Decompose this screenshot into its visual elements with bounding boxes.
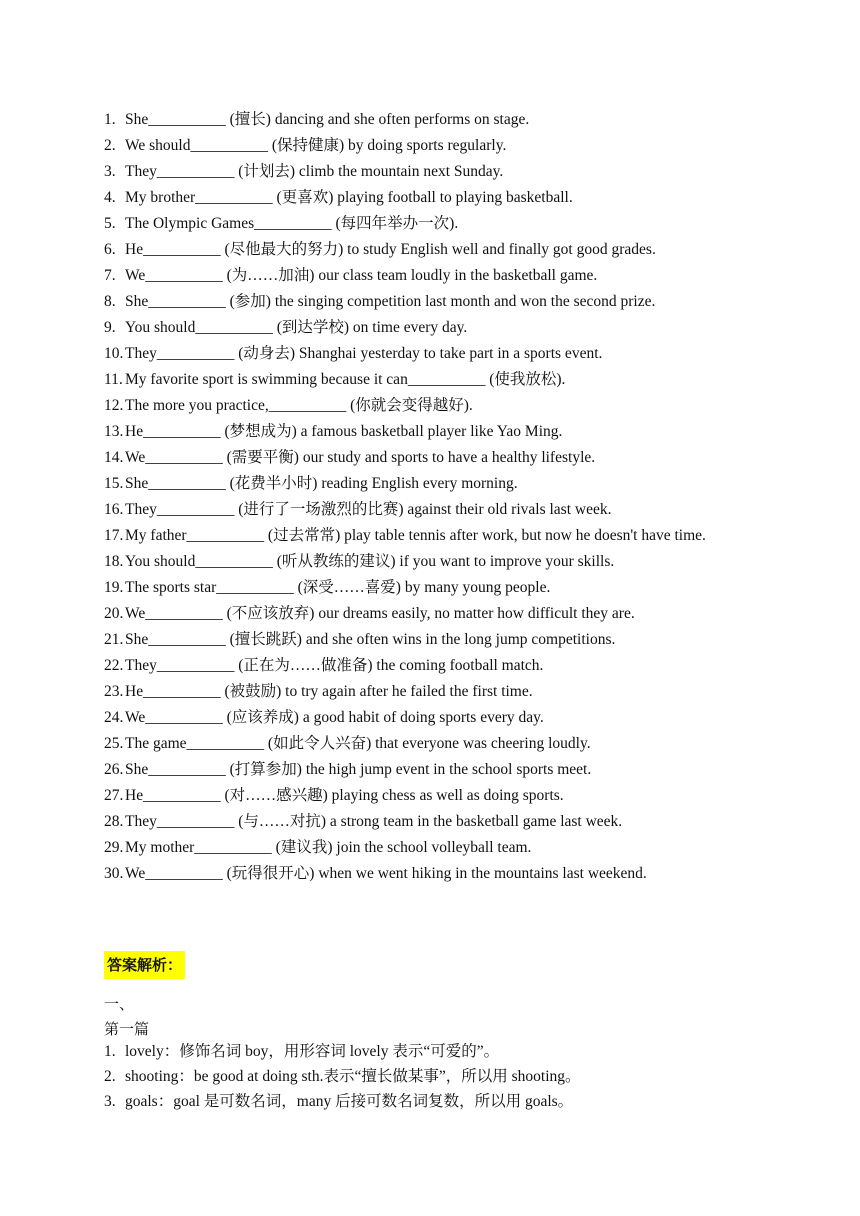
exercise-item — [104, 159, 764, 185]
exercise-item — [104, 783, 764, 809]
exercise-item-text: He__________ (梦想成为) a famous basketball player like Yao Ming. — [125, 423, 563, 440]
section-number: 一、 — [104, 995, 135, 1013]
answer-item-number: 2. — [104, 1068, 116, 1085]
exercise-item — [104, 367, 764, 393]
exercise-item-text: He__________ (尽他最大的努力) to study English well and finally got good grades. — [125, 241, 656, 258]
exercise-item-number: 4. — [104, 189, 116, 206]
exercise-item — [104, 289, 764, 315]
exercise-item-number: 15. — [104, 475, 124, 492]
exercise-item-text: They__________ (正在为……做准备) the coming football match. — [125, 657, 544, 674]
exercise-item — [104, 757, 764, 783]
exercise-item-text: She__________ (打算参加) the high jump event in the school sports meet. — [125, 761, 592, 778]
exercise-item — [104, 523, 764, 549]
answer-item — [104, 1089, 581, 1114]
exercise-item-number: 30. — [104, 865, 124, 882]
exercise-item-number: 20. — [104, 605, 124, 622]
exercise-item-number: 27. — [104, 787, 124, 804]
exercise-item-text: They__________ (动身去) Shanghai yesterday to take part in a sports event. — [125, 345, 603, 362]
exercise-item-number: 12. — [104, 397, 124, 414]
exercise-item-number: 7. — [104, 267, 116, 284]
exercise-item-text: We__________ (玩得很开心) when we went hiking in the mountains last weekend. — [125, 865, 647, 882]
exercise-item-text: He__________ (被鼓励) to try again after he failed the first time. — [125, 683, 533, 700]
exercise-item — [104, 627, 764, 653]
exercise-item — [104, 107, 764, 133]
exercise-item-text: He__________ (对……感兴趣) playing chess as well as doing sports. — [125, 787, 564, 804]
exercise-item-number: 24. — [104, 709, 124, 726]
exercise-item-number: 23. — [104, 683, 124, 700]
exercise-item — [104, 471, 764, 497]
answer-list — [104, 1039, 581, 1114]
exercise-item-text: The game__________ (如此令人兴奋) that everyone was cheering loudly. — [125, 735, 591, 752]
exercise-item-text: My brother__________ (更喜欢) playing football to playing basketball. — [125, 189, 573, 206]
exercise-item-number: 3. — [104, 163, 116, 180]
exercise-item-number: 6. — [104, 241, 116, 258]
exercise-item — [104, 549, 764, 575]
exercise-item — [104, 133, 764, 159]
exercise-item-number: 29. — [104, 839, 124, 856]
exercise-item-number: 10. — [104, 345, 124, 362]
exercise-item-number: 8. — [104, 293, 116, 310]
exercise-item — [104, 237, 764, 263]
exercise-item-text: We__________ (应该养成) a good habit of doing sports every day. — [125, 709, 544, 726]
answer-item — [104, 1064, 581, 1089]
answer-item-number: 3. — [104, 1093, 116, 1110]
exercise-item — [104, 653, 764, 679]
exercise-item — [104, 705, 764, 731]
exercise-item-text: We__________ (需要平衡) our study and sports to have a healthy lifestyle. — [125, 449, 596, 466]
exercise-item — [104, 835, 764, 861]
exercise-item-text: They__________ (与……对抗) a strong team in the basketball game last week. — [125, 813, 623, 830]
exercise-item-text: My mother__________ (建议我) join the school volleyball team. — [125, 839, 532, 856]
exercise-item-number: 11. — [104, 371, 123, 388]
exercise-item-number: 13. — [104, 423, 124, 440]
exercise-item — [104, 419, 764, 445]
exercise-item-text: We should__________ (保持健康) by doing sports regularly. — [125, 137, 507, 154]
exercise-item-number: 22. — [104, 657, 124, 674]
answer-heading: 答案解析： — [104, 951, 185, 979]
exercise-item-text: My father__________ (过去常常) play table tennis after work, but now he doesn't have time. — [125, 527, 706, 544]
exercise-item-text: We__________ (不应该放弃) our dreams easily, no matter how difficult they are. — [125, 605, 635, 622]
exercise-item-text: You should__________ (到达学校) on time every day. — [125, 319, 468, 336]
exercise-item-number: 19. — [104, 579, 124, 596]
answer-item — [104, 1039, 581, 1064]
exercise-item — [104, 263, 764, 289]
exercise-item-number: 16. — [104, 501, 124, 518]
exercise-item-text: You should__________ (听从教练的建议) if you want to improve your skills. — [125, 553, 615, 570]
exercise-item-text: We__________ (为……加油) our class team loudly in the basketball game. — [125, 267, 598, 284]
answer-item-text: lovely：修饰名词 boy，用形容词 lovely 表示“可爱的”。 — [125, 1043, 500, 1060]
exercise-item-number: 1. — [104, 111, 116, 128]
answer-item-text: goals：goal 是可数名词，many 后接可数名词复数，所以用 goals。 — [125, 1093, 574, 1110]
exercise-item-text: She__________ (擅长跳跃) and she often wins in the long jump competitions. — [125, 631, 616, 648]
exercise-item — [104, 497, 764, 523]
exercise-item — [104, 809, 764, 835]
exercise-item — [104, 315, 764, 341]
exercise-item — [104, 185, 764, 211]
exercise-item — [104, 211, 764, 237]
section-title: 第一篇 — [104, 1020, 150, 1038]
exercise-item-number: 2. — [104, 137, 116, 154]
exercise-item-text: The sports star__________ (深受……喜爱) by many young people. — [125, 579, 551, 596]
exercise-item-number: 25. — [104, 735, 124, 752]
exercise-item — [104, 861, 764, 887]
exercise-item-number: 9. — [104, 319, 116, 336]
exercise-item-text: The Olympic Games__________ (每四年举办一次). — [125, 215, 459, 232]
exercise-item-number: 26. — [104, 761, 124, 778]
exercise-item-number: 5. — [104, 215, 116, 232]
answer-item-number: 1. — [104, 1043, 116, 1060]
answer-item-text: shooting：be good at doing sth.表示“擅长做某事”，所以用 shooting。 — [125, 1068, 581, 1085]
exercise-item — [104, 393, 764, 419]
exercise-item — [104, 731, 764, 757]
exercise-item-text: She__________ (擅长) dancing and she often performs on stage. — [125, 111, 530, 128]
exercise-item-text: They__________ (计划去) climb the mountain next Sunday. — [125, 163, 504, 180]
exercise-item-number: 17. — [104, 527, 124, 544]
exercise-item-number: 21. — [104, 631, 124, 648]
exercise-item-text: She__________ (花费半小时) reading English every morning. — [125, 475, 518, 492]
exercise-item — [104, 445, 764, 471]
exercise-item — [104, 679, 764, 705]
exercise-item-number: 14. — [104, 449, 124, 466]
exercise-item-text: The more you practice,__________ (你就会变得越好). — [125, 397, 473, 414]
exercise-list — [104, 107, 764, 887]
exercise-item-number: 18. — [104, 553, 124, 570]
exercise-item-number: 28. — [104, 813, 124, 830]
exercise-item — [104, 601, 764, 627]
exercise-item-text: My favorite sport is swimming because it can__________ (使我放松). — [125, 371, 566, 388]
exercise-item-text: They__________ (进行了一场激烈的比赛) against their old rivals last week. — [125, 501, 612, 518]
exercise-item-text: She__________ (参加) the singing competition last month and won the second prize. — [125, 293, 656, 310]
exercise-item — [104, 341, 764, 367]
exercise-item — [104, 575, 764, 601]
